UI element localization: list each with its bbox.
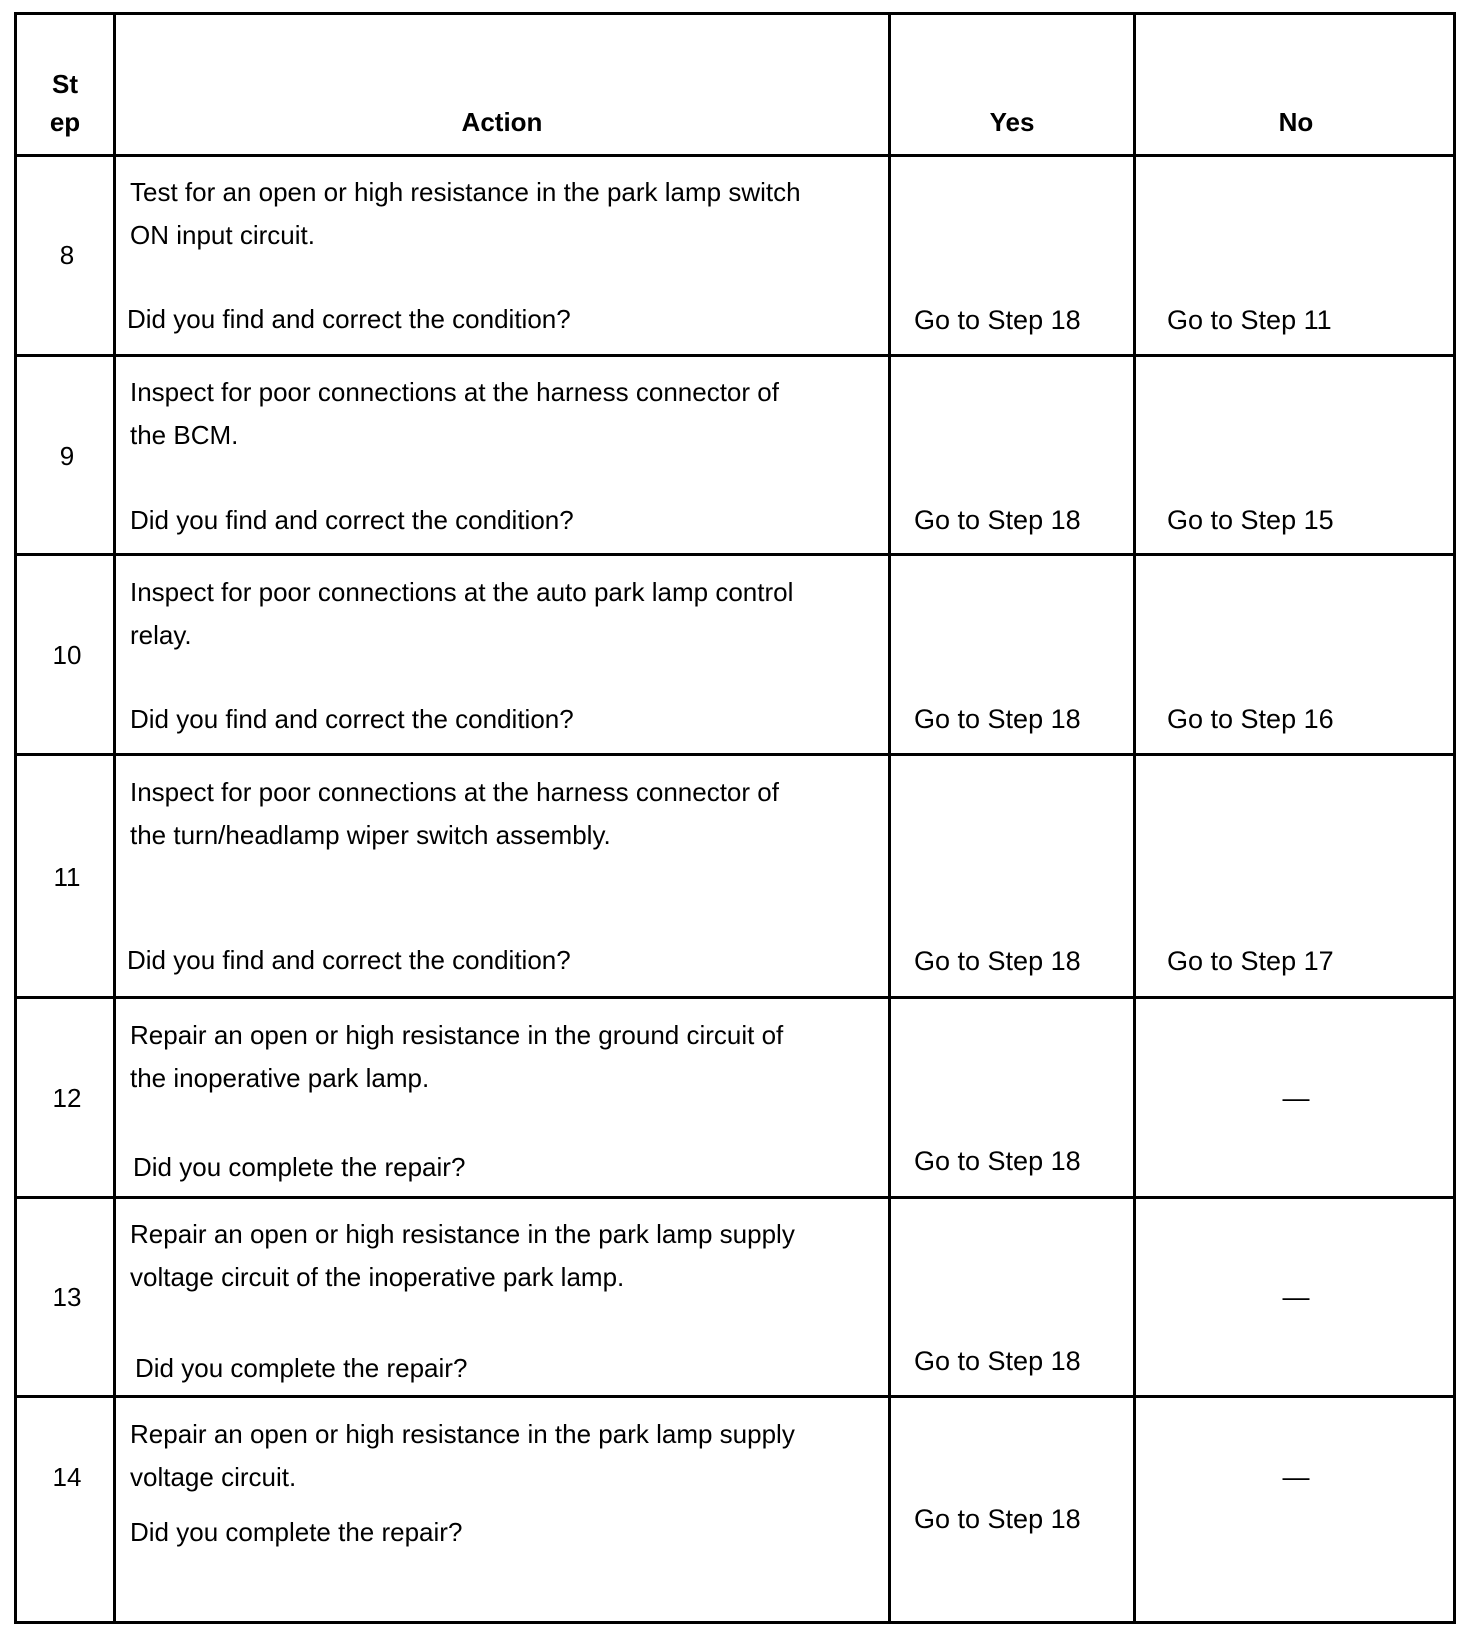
action-line: Repair an open or high resistance in the ground circuit of (130, 1020, 784, 1050)
step-number: 10 (52, 640, 82, 670)
no-link[interactable]: Go to Step 15 (1167, 505, 1334, 535)
step-number: 13 (52, 1282, 82, 1312)
yes-link[interactable]: Go to Step 18 (914, 946, 1081, 976)
action-line: voltage circuit of the inoperative park lamp. (130, 1262, 625, 1292)
header-yes: Yes (989, 107, 1035, 137)
row-divider (17, 354, 1453, 357)
action-line: the turn/headlamp wiper switch assembly. (130, 820, 611, 850)
column-divider (1133, 15, 1136, 1621)
header-action: Action (461, 107, 543, 137)
action-line: voltage circuit. (130, 1462, 297, 1492)
yes-link[interactable]: Go to Step 18 (914, 1146, 1081, 1176)
action-question: Did you find and correct the condition? (130, 704, 574, 734)
action-line: the inoperative park lamp. (130, 1063, 430, 1093)
action-line: ON input circuit. (130, 220, 315, 250)
no-dash: — (1282, 1282, 1310, 1312)
step-number: 12 (52, 1083, 82, 1113)
row-divider (17, 1395, 1453, 1398)
action-line: the BCM. (130, 420, 239, 450)
step-number: 14 (52, 1462, 82, 1492)
step-number: 8 (59, 240, 75, 270)
action-question: Did you find and correct the condition? (127, 304, 571, 334)
header-step (17, 65, 113, 141)
header-no: No (1278, 107, 1314, 137)
no-link[interactable]: Go to Step 16 (1167, 704, 1334, 734)
header-step-line1: St (52, 69, 78, 99)
action-question: Did you find and correct the condition? (127, 945, 571, 975)
action-question: Did you complete the repair? (130, 1517, 463, 1547)
action-question: Did you complete the repair? (135, 1353, 468, 1383)
yes-link[interactable]: Go to Step 18 (914, 305, 1081, 335)
row-divider (17, 753, 1453, 756)
yes-link[interactable]: Go to Step 18 (914, 505, 1081, 535)
column-divider (888, 15, 891, 1621)
no-dash: — (1282, 1083, 1310, 1113)
action-question: Did you find and correct the condition? (130, 505, 574, 535)
no-link[interactable]: Go to Step 17 (1167, 946, 1334, 976)
action-line: Inspect for poor connections at the harness connector of (130, 377, 779, 407)
action-line: relay. (130, 620, 192, 650)
yes-link[interactable]: Go to Step 18 (914, 1504, 1081, 1534)
header-step-line2: ep (49, 107, 81, 137)
row-divider (17, 154, 1453, 157)
action-line: Repair an open or high resistance in the park lamp supply (130, 1219, 795, 1249)
action-line: Inspect for poor connections at the harness connector of (130, 777, 779, 807)
row-divider (17, 553, 1453, 556)
row-divider (17, 996, 1453, 999)
step-number: 11 (53, 862, 81, 892)
step-number: 9 (59, 441, 75, 471)
action-question: Did you complete the repair? (133, 1152, 466, 1182)
action-line: Inspect for poor connections at the auto park lamp control (130, 577, 794, 607)
row-divider (17, 1196, 1453, 1199)
action-line: Test for an open or high resistance in the park lamp switch (130, 177, 801, 207)
no-dash: — (1282, 1462, 1310, 1492)
yes-link[interactable]: Go to Step 18 (914, 1346, 1081, 1376)
no-link[interactable]: Go to Step 11 (1167, 305, 1332, 335)
yes-link[interactable]: Go to Step 18 (914, 704, 1081, 734)
diagnostic-table (14, 12, 1456, 1624)
action-line: Repair an open or high resistance in the park lamp supply (130, 1419, 795, 1449)
